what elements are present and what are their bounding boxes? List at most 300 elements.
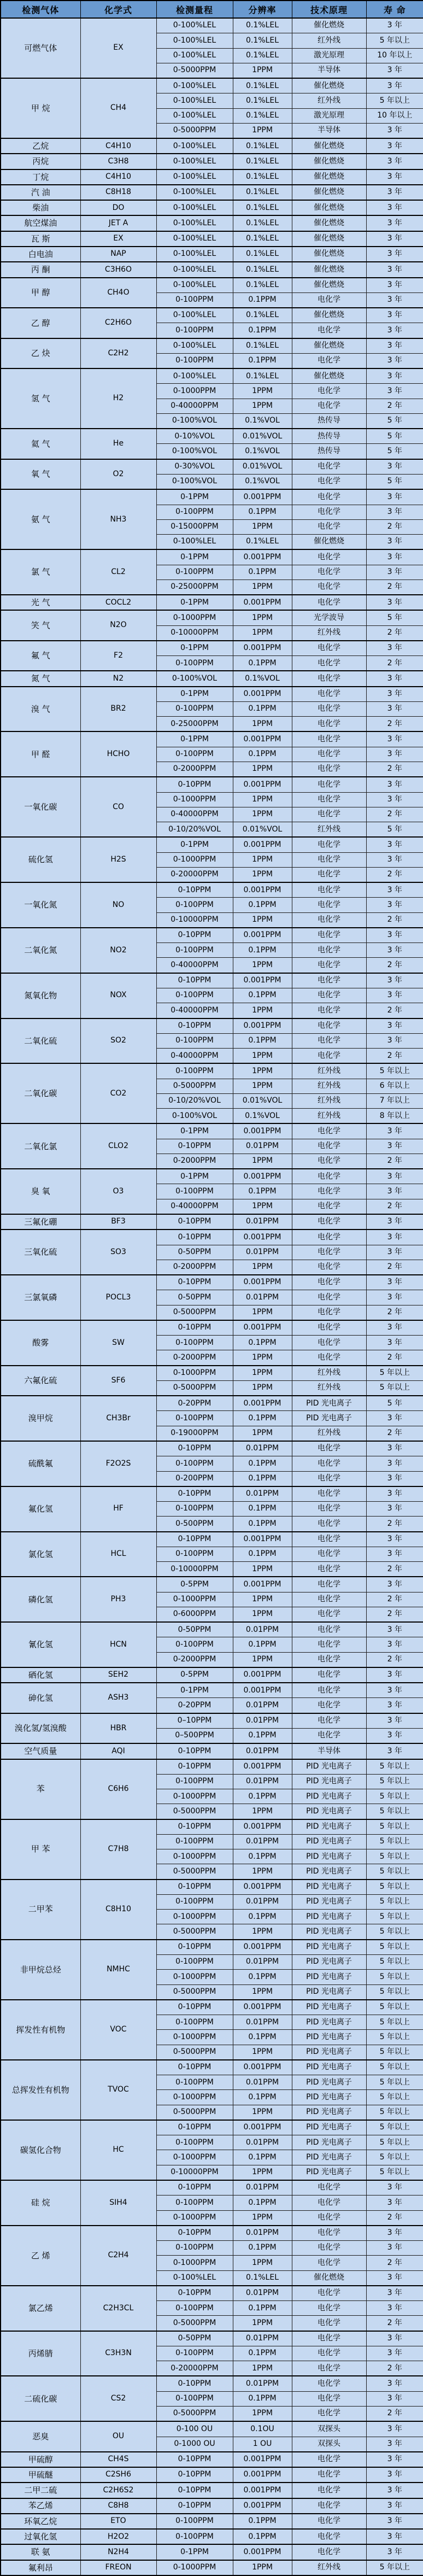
range-cell: 0-5000PPM bbox=[156, 2045, 233, 2060]
principle-cell: 催化燃烧 bbox=[292, 2270, 366, 2286]
lifespan-cell: 3 年 bbox=[366, 2331, 423, 2346]
formula-cell: O3 bbox=[80, 1169, 156, 1214]
resolution-cell: 1PPM bbox=[233, 1154, 292, 1169]
lifespan-cell: 5 年以上 bbox=[366, 1804, 423, 1819]
principle-cell: 电化学 bbox=[292, 731, 366, 747]
lifespan-cell: 3 年 bbox=[366, 247, 423, 262]
lifespan-cell: 3 年 bbox=[366, 231, 423, 247]
resolution-cell: 0.001PPM bbox=[233, 1230, 292, 1245]
resolution-cell: 0.01PPM bbox=[233, 2075, 292, 2090]
lifespan-cell: 3 年 bbox=[366, 308, 423, 323]
lifespan-cell: 3 年 bbox=[366, 1471, 423, 1486]
lifespan-cell: 2 年 bbox=[366, 2406, 423, 2421]
resolution-cell: 0.1%LEL bbox=[233, 2270, 292, 2286]
principle-cell: 半导体 bbox=[292, 123, 366, 138]
formula-cell: VOC bbox=[80, 2000, 156, 2060]
lifespan-cell: 5 年 bbox=[366, 822, 423, 838]
resolution-cell: 0.1PPM bbox=[233, 2301, 292, 2316]
range-cell: 0-1PPM bbox=[156, 687, 233, 702]
lifespan-cell: 3 年 bbox=[366, 1637, 423, 1652]
resolution-cell: 0.1%LEL bbox=[233, 262, 292, 277]
formula-cell: SO3 bbox=[80, 1230, 156, 1275]
lifespan-cell: 3 年 bbox=[366, 1713, 423, 1729]
formula-cell: C2H3CL bbox=[80, 2286, 156, 2331]
range-cell: 0-10PPM bbox=[156, 1441, 233, 1456]
range-cell: 0-100PPM bbox=[156, 2241, 233, 2256]
table-row bbox=[1, 2286, 423, 2301]
range-cell: 0-10PPM bbox=[156, 777, 233, 792]
resolution-cell: 0.1%VOL bbox=[233, 444, 292, 459]
gas-name-cell: 甲 烷 bbox=[1, 78, 80, 138]
range-cell: 0-1000PPM bbox=[156, 2560, 233, 2575]
table-row bbox=[1, 338, 423, 354]
principle-cell: 电化学 bbox=[292, 1607, 366, 1622]
lifespan-cell: 6 年以上 bbox=[366, 1079, 423, 1093]
resolution-cell: 0.1%LEL bbox=[233, 93, 292, 108]
range-cell: 0-5000PPM bbox=[156, 2316, 233, 2331]
resolution-cell: 1PPM bbox=[233, 1079, 292, 1093]
range-cell: 0-1000PPM bbox=[156, 610, 233, 625]
table-row bbox=[1, 1214, 423, 1230]
range-cell: 0-100%LEL bbox=[156, 169, 233, 185]
resolution-cell: 0.1PPM bbox=[233, 2346, 292, 2361]
principle-cell: 电化学 bbox=[292, 2226, 366, 2241]
resolution-cell: 1PPM bbox=[233, 519, 292, 534]
formula-cell: H2O2 bbox=[80, 2529, 156, 2544]
principle-cell: 电化学 bbox=[292, 762, 366, 777]
table-row bbox=[1, 1880, 423, 1895]
principle-cell: PID 光电离子 bbox=[292, 2150, 366, 2165]
lifespan-cell: 2 年 bbox=[366, 399, 423, 413]
range-cell: 0-100%LEL bbox=[156, 215, 233, 231]
principle-cell: 电化学 bbox=[292, 1456, 366, 1471]
range-cell: 0-5000PPM bbox=[156, 1864, 233, 1880]
formula-cell: POCL3 bbox=[80, 1275, 156, 1320]
principle-cell: 催化燃烧 bbox=[292, 247, 366, 262]
formula-cell: NMHC bbox=[80, 1940, 156, 2000]
header-formula: 化学式 bbox=[80, 1, 156, 18]
principle-cell: 电化学 bbox=[292, 2483, 366, 2498]
principle-cell: 电化学 bbox=[292, 1018, 366, 1034]
range-cell: 0-100%LEL bbox=[156, 308, 233, 323]
principle-cell: 电化学 bbox=[292, 641, 366, 656]
lifespan-cell: 3 年 bbox=[366, 278, 423, 293]
lifespan-cell: 3 年 bbox=[366, 262, 423, 277]
lifespan-cell: 3 年 bbox=[366, 1018, 423, 1034]
formula-cell: HF bbox=[80, 1486, 156, 1532]
resolution-cell: 1PPM bbox=[233, 2560, 292, 2575]
formula-cell: PH3 bbox=[80, 1577, 156, 1622]
lifespan-cell: 3 年 bbox=[366, 595, 423, 610]
principle-cell: 电化学 bbox=[292, 549, 366, 565]
resolution-cell: 0.01PPM bbox=[233, 2226, 292, 2241]
formula-cell: F2 bbox=[80, 641, 156, 671]
gas-name-cell: 硅 烷 bbox=[1, 2180, 80, 2226]
principle-cell: PID 光电离子 bbox=[292, 2075, 366, 2090]
formula-cell: C2H2 bbox=[80, 338, 156, 369]
lifespan-cell: 3 年 bbox=[366, 2180, 423, 2196]
principle-cell: 电化学 bbox=[292, 656, 366, 671]
gas-name-cell: 总挥发性有机物 bbox=[1, 2060, 80, 2120]
resolution-cell: 0.001PPM bbox=[233, 1169, 292, 1184]
resolution-cell: 0.1%LEL bbox=[233, 278, 292, 293]
gas-name-cell: 二氧化氯 bbox=[1, 1123, 80, 1169]
lifespan-cell: 5 年以上 bbox=[366, 1789, 423, 1804]
lifespan-cell: 3 年 bbox=[366, 1698, 423, 1713]
lifespan-cell: 5 年以上 bbox=[366, 2045, 423, 2060]
range-cell: 0-1000PPM bbox=[156, 2210, 233, 2226]
range-cell: 0-1000PPM bbox=[156, 1592, 233, 1607]
lifespan-cell: 3 年 bbox=[366, 2346, 423, 2361]
gas-name-cell: 三氯氧磷 bbox=[1, 1275, 80, 1320]
formula-cell: BR2 bbox=[80, 687, 156, 732]
lifespan-cell: 3 年 bbox=[366, 687, 423, 702]
table-row bbox=[1, 2376, 423, 2391]
resolution-cell: 0.001PPM bbox=[233, 2060, 292, 2075]
range-cell: 0-100PPM bbox=[156, 2346, 233, 2361]
lifespan-cell: 3 年 bbox=[366, 292, 423, 308]
lifespan-cell: 5 年以上 bbox=[366, 1366, 423, 1381]
resolution-cell: 0.1PPM bbox=[233, 2391, 292, 2406]
principle-cell: 电化学 bbox=[292, 2210, 366, 2226]
principle-cell: 电化学 bbox=[292, 2301, 366, 2316]
range-cell: 0-10PPM bbox=[156, 973, 233, 988]
table-row bbox=[1, 368, 423, 384]
resolution-cell: 1PPM bbox=[233, 1984, 292, 2000]
formula-cell: CH3Br bbox=[80, 1396, 156, 1441]
range-cell: 0-100PPM bbox=[156, 1411, 233, 1426]
formula-cell: SIH4 bbox=[80, 2180, 156, 2226]
principle-cell: 催化燃烧 bbox=[292, 215, 366, 231]
lifespan-cell: 3 年 bbox=[366, 1139, 423, 1154]
range-cell: 0-100%VOL bbox=[156, 444, 233, 459]
range-cell: 0-6000PPM bbox=[156, 1607, 233, 1622]
lifespan-cell: 5 年以上 bbox=[366, 2105, 423, 2120]
range-cell: 0-15000PPM bbox=[156, 519, 233, 534]
formula-cell: C7H8 bbox=[80, 1819, 156, 1880]
principle-cell: PID 光电离子 bbox=[292, 2105, 366, 2120]
range-cell: 0-100%LEL bbox=[156, 48, 233, 63]
range-cell: 0-10PPM bbox=[156, 2376, 233, 2391]
lifespan-cell: 5 年以上 bbox=[366, 2075, 423, 2090]
range-cell: 0-10PPM bbox=[156, 1486, 233, 1502]
gas-name-cell: 三氟化硼 bbox=[1, 1214, 80, 1230]
lifespan-cell: 3 年 bbox=[366, 1411, 423, 1426]
principle-cell: 电化学 bbox=[292, 1290, 366, 1305]
gas-name-cell: 二氧化硫 bbox=[1, 1018, 80, 1064]
resolution-cell: 0.1%LEL bbox=[233, 308, 292, 323]
principle-cell: 电化学 bbox=[292, 1214, 366, 1230]
resolution-cell: 0.1%LEL bbox=[233, 33, 292, 48]
resolution-cell: 1PPM bbox=[233, 2105, 292, 2120]
gas-name-cell: 硒化氢 bbox=[1, 1667, 80, 1683]
range-cell: 0-10PPM bbox=[156, 1743, 233, 1759]
range-cell: 0-10%VOL bbox=[156, 429, 233, 444]
resolution-cell: 1PPM bbox=[233, 1652, 292, 1667]
lifespan-cell: 5 年以上 bbox=[366, 2030, 423, 2045]
resolution-cell: 0.01PPM bbox=[233, 2286, 292, 2301]
range-cell: 0-1000PPM bbox=[156, 1910, 233, 1924]
principle-cell: PID 光电离子 bbox=[292, 1789, 366, 1804]
resolution-cell: 0.001PPM bbox=[233, 882, 292, 898]
principle-cell: 电化学 bbox=[292, 2391, 366, 2406]
header-lifespan: 寿 命 bbox=[366, 1, 423, 18]
resolution-cell: 0.1%LEL bbox=[233, 108, 292, 123]
range-cell: 0-1PPM bbox=[156, 1169, 233, 1184]
range-cell: 0-100PPM bbox=[156, 323, 233, 338]
lifespan-cell: 2 年 bbox=[366, 1350, 423, 1366]
resolution-cell: 1PPM bbox=[233, 1380, 292, 1396]
range-cell: 0-10PPM bbox=[156, 1532, 233, 1547]
resolution-cell: 0.001PPM bbox=[233, 928, 292, 943]
principle-cell: 红外线 bbox=[292, 1079, 366, 1093]
resolution-cell: 0.1%VOL bbox=[233, 1109, 292, 1124]
lifespan-cell: 3 年 bbox=[366, 2514, 423, 2529]
range-cell: 0-1000PPM bbox=[156, 2030, 233, 2045]
resolution-cell: 1PPM bbox=[233, 1305, 292, 1320]
gas-name-cell: 三氧化硫 bbox=[1, 1230, 80, 1275]
range-cell: 0-100PPM bbox=[156, 1184, 233, 1199]
gas-name-cell: 苯 bbox=[1, 1759, 80, 1819]
resolution-cell: 1PPM bbox=[233, 1924, 292, 1940]
lifespan-cell: 5 年以上 bbox=[366, 1864, 423, 1880]
range-cell: 0-100PPM bbox=[156, 1774, 233, 1789]
resolution-cell: 0.1%LEL bbox=[233, 535, 292, 550]
range-cell: 0-5000PPM bbox=[156, 1984, 233, 2000]
gas-name-cell: 乙 烯 bbox=[1, 2226, 80, 2286]
principle-cell: 电化学 bbox=[292, 2452, 366, 2467]
table-row bbox=[1, 1743, 423, 1759]
range-cell: 0-1000PPM bbox=[156, 852, 233, 867]
range-cell: 0-5000PPM bbox=[156, 63, 233, 78]
range-cell: 0-40000PPM bbox=[156, 958, 233, 973]
lifespan-cell: 3 年 bbox=[366, 1577, 423, 1592]
lifespan-cell: 2 年 bbox=[366, 1562, 423, 1577]
resolution-cell: 0.1%LEL bbox=[233, 138, 292, 154]
principle-cell: 电化学 bbox=[292, 1713, 366, 1729]
principle-cell: 电化学 bbox=[292, 2241, 366, 2256]
table-row bbox=[1, 1123, 423, 1139]
range-cell: 0-100%LEL bbox=[156, 138, 233, 154]
resolution-cell: 0.01PPM bbox=[233, 2015, 292, 2030]
table-row bbox=[1, 687, 423, 702]
range-cell: 0-100PPM bbox=[156, 2514, 233, 2529]
gas-name-cell: 苯乙烯 bbox=[1, 2498, 80, 2514]
range-cell: 0-1000PPM bbox=[156, 1970, 233, 1984]
principle-cell: 电化学 bbox=[292, 837, 366, 852]
principle-cell: 催化燃烧 bbox=[292, 18, 366, 33]
range-cell: 0-10PPM bbox=[156, 2180, 233, 2196]
gas-name-cell: 白电油 bbox=[1, 247, 80, 262]
resolution-cell: 0.01PPM bbox=[233, 1698, 292, 1713]
table-row bbox=[1, 2180, 423, 2196]
lifespan-cell: 3 年 bbox=[366, 169, 423, 185]
gas-name-cell: 挥发性有机物 bbox=[1, 2000, 80, 2060]
range-cell: 0-10PPM bbox=[156, 1018, 233, 1034]
lifespan-cell: 3 年 bbox=[366, 185, 423, 200]
resolution-cell: 1PPM bbox=[233, 1003, 292, 1018]
gas-name-cell: 氢 气 bbox=[1, 368, 80, 429]
range-cell: 0-5000PPM bbox=[156, 2105, 233, 2120]
principle-cell: 电化学 bbox=[292, 1532, 366, 1547]
gas-name-cell: 酸雾 bbox=[1, 1320, 80, 1366]
resolution-cell: 1PPM bbox=[233, 2210, 292, 2226]
principle-cell: 电化学 bbox=[292, 1275, 366, 1290]
principle-cell: 电化学 bbox=[292, 1049, 366, 1064]
principle-cell: 电化学 bbox=[292, 1637, 366, 1652]
formula-cell: EX bbox=[80, 231, 156, 247]
principle-cell: 电化学 bbox=[292, 2256, 366, 2270]
lifespan-cell: 5 年以上 bbox=[366, 1924, 423, 1940]
resolution-cell: 0.001PPM bbox=[233, 595, 292, 610]
gas-name-cell: 硫化氢 bbox=[1, 837, 80, 882]
resolution-cell: 1PPM bbox=[233, 123, 292, 138]
principle-cell: 催化燃烧 bbox=[292, 368, 366, 384]
range-cell: 0-1PPM bbox=[156, 641, 233, 656]
range-cell: 0-100PPM bbox=[156, 1637, 233, 1652]
gas-name-cell: 溴 气 bbox=[1, 687, 80, 732]
lifespan-cell: 3 年 bbox=[366, 215, 423, 231]
lifespan-cell: 2 年 bbox=[366, 1199, 423, 1214]
table-row bbox=[1, 2514, 423, 2529]
resolution-cell: 0.1PPM bbox=[233, 1502, 292, 1517]
principle-cell: 光学波导 bbox=[292, 610, 366, 625]
lifespan-cell: 2 年 bbox=[366, 1517, 423, 1532]
principle-cell: 红外线 bbox=[292, 625, 366, 641]
resolution-cell: 0.01PPM bbox=[233, 1834, 292, 1849]
principle-cell: PID 光电离子 bbox=[292, 2030, 366, 2045]
formula-cell: C4H10 bbox=[80, 138, 156, 154]
principle-cell: 电化学 bbox=[292, 2514, 366, 2529]
table-row bbox=[1, 2120, 423, 2135]
range-cell: 0-40000PPM bbox=[156, 1199, 233, 1214]
gas-name-cell: 光 气 bbox=[1, 595, 80, 610]
gas-name-cell: 氟化氢 bbox=[1, 1486, 80, 1532]
gas-name-cell: 溴甲烷 bbox=[1, 1396, 80, 1441]
resolution-cell: 1PPM bbox=[233, 1426, 292, 1441]
lifespan-cell: 5 年以上 bbox=[366, 1940, 423, 1955]
range-cell: 0-1PPM bbox=[156, 549, 233, 565]
principle-cell: 电化学 bbox=[292, 1502, 366, 1517]
resolution-cell: 0.1PPM bbox=[233, 2090, 292, 2105]
table-row bbox=[1, 610, 423, 625]
principle-cell: PID 光电离子 bbox=[292, 1955, 366, 1970]
gas-name-cell: 联 氨 bbox=[1, 2544, 80, 2560]
table-row bbox=[1, 2467, 423, 2483]
lifespan-cell: 3 年 bbox=[366, 1622, 423, 1637]
gas-name-cell: 非甲烷总烃 bbox=[1, 1940, 80, 2000]
gas-name-cell: 丙烯腈 bbox=[1, 2331, 80, 2376]
formula-cell: C3H8 bbox=[80, 154, 156, 169]
lifespan-cell: 3 年 bbox=[366, 505, 423, 519]
lifespan-cell: 3 年 bbox=[366, 988, 423, 1003]
gas-name-cell: 过氧化氢 bbox=[1, 2529, 80, 2544]
range-cell: 0-1000PPM bbox=[156, 384, 233, 399]
table-row bbox=[1, 138, 423, 154]
range-cell: 0-100%VOL bbox=[156, 671, 233, 686]
principle-cell: 电化学 bbox=[292, 1305, 366, 1320]
range-cell: 0-1000PPM bbox=[156, 2256, 233, 2270]
resolution-cell: 0.1PPM bbox=[233, 1033, 292, 1048]
principle-cell: 电化学 bbox=[292, 2196, 366, 2210]
principle-cell: 电化学 bbox=[292, 459, 366, 475]
lifespan-cell: 3 年 bbox=[366, 1486, 423, 1502]
principle-cell: 电化学 bbox=[292, 1562, 366, 1577]
resolution-cell: 0.001PPM bbox=[233, 1880, 292, 1895]
gas-name-cell: 柴油 bbox=[1, 200, 80, 215]
lifespan-cell: 2 年 bbox=[366, 1426, 423, 1441]
lifespan-cell: 3 年 bbox=[366, 1320, 423, 1336]
range-cell: 0-100PPM bbox=[156, 292, 233, 308]
lifespan-cell: 3 年 bbox=[366, 2529, 423, 2544]
principle-cell: 电化学 bbox=[292, 384, 366, 399]
formula-cell: C2H6O bbox=[80, 308, 156, 338]
principle-cell: 电化学 bbox=[292, 2498, 366, 2514]
lifespan-cell: 3 年 bbox=[366, 1336, 423, 1350]
range-cell: 0-10PPM bbox=[156, 2483, 233, 2498]
table-row bbox=[1, 731, 423, 747]
principle-cell: 电化学 bbox=[292, 1139, 366, 1154]
lifespan-cell: 2 年 bbox=[366, 1652, 423, 1667]
principle-cell: 电化学 bbox=[292, 1003, 366, 1018]
formula-cell: CH4S bbox=[80, 2452, 156, 2467]
range-cell: 0-2000PPM bbox=[156, 1350, 233, 1366]
table-row bbox=[1, 215, 423, 231]
resolution-cell: 0.1OU bbox=[233, 2421, 292, 2437]
resolution-cell: 0.1%LEL bbox=[233, 18, 292, 33]
range-cell: 0-100%LEL bbox=[156, 231, 233, 247]
range-cell: 0-100PPM bbox=[156, 898, 233, 912]
principle-cell: 电化学 bbox=[292, 1652, 366, 1667]
lifespan-cell: 3 年 bbox=[366, 1683, 423, 1698]
resolution-cell: 1PPM bbox=[233, 610, 292, 625]
lifespan-cell: 3 年 bbox=[366, 1275, 423, 1290]
principle-cell: PID 光电离子 bbox=[292, 1924, 366, 1940]
range-cell: 0-20PPM bbox=[156, 1698, 233, 1713]
resolution-cell: 0.1%LEL bbox=[233, 215, 292, 231]
lifespan-cell: 5 年以上 bbox=[366, 1970, 423, 1984]
range-cell: 0-1PPM bbox=[156, 731, 233, 747]
resolution-cell: 0.01%VOL bbox=[233, 429, 292, 444]
range-cell: 0-2000PPM bbox=[156, 1154, 233, 1169]
range-cell: 0-100%LEL bbox=[156, 247, 233, 262]
lifespan-cell: 2 年 bbox=[366, 807, 423, 822]
range-cell: 0-1PPM bbox=[156, 1123, 233, 1139]
principle-cell: 电化学 bbox=[292, 2376, 366, 2391]
range-cell: 0-1PPM bbox=[156, 837, 233, 852]
principle-cell: 电化学 bbox=[292, 1336, 366, 1350]
principle-cell: PID 光电离子 bbox=[292, 1774, 366, 1789]
gas-name-cell: 二硫化碳 bbox=[1, 2376, 80, 2421]
resolution-cell: 0.01PPM bbox=[233, 1774, 292, 1789]
principle-cell: 催化燃烧 bbox=[292, 78, 366, 93]
principle-cell: 热传导 bbox=[292, 429, 366, 444]
lifespan-cell: 3 年 bbox=[366, 123, 423, 138]
resolution-cell: 1PPM bbox=[233, 912, 292, 928]
range-cell: 0-100%VOL bbox=[156, 474, 233, 489]
principle-cell: 电化学 bbox=[292, 1350, 366, 1366]
lifespan-cell: 5 年以上 bbox=[366, 1880, 423, 1895]
formula-cell: C8H10 bbox=[80, 1880, 156, 1940]
resolution-cell: 1PPM bbox=[233, 852, 292, 867]
principle-cell: 电化学 bbox=[292, 1199, 366, 1214]
principle-cell: 电化学 bbox=[292, 777, 366, 792]
lifespan-cell: 2 年 bbox=[366, 912, 423, 928]
lifespan-cell: 5 年以上 bbox=[366, 2000, 423, 2015]
principle-cell: 电化学 bbox=[292, 353, 366, 368]
lifespan-cell: 3 年 bbox=[366, 2376, 423, 2391]
table-row bbox=[1, 459, 423, 475]
